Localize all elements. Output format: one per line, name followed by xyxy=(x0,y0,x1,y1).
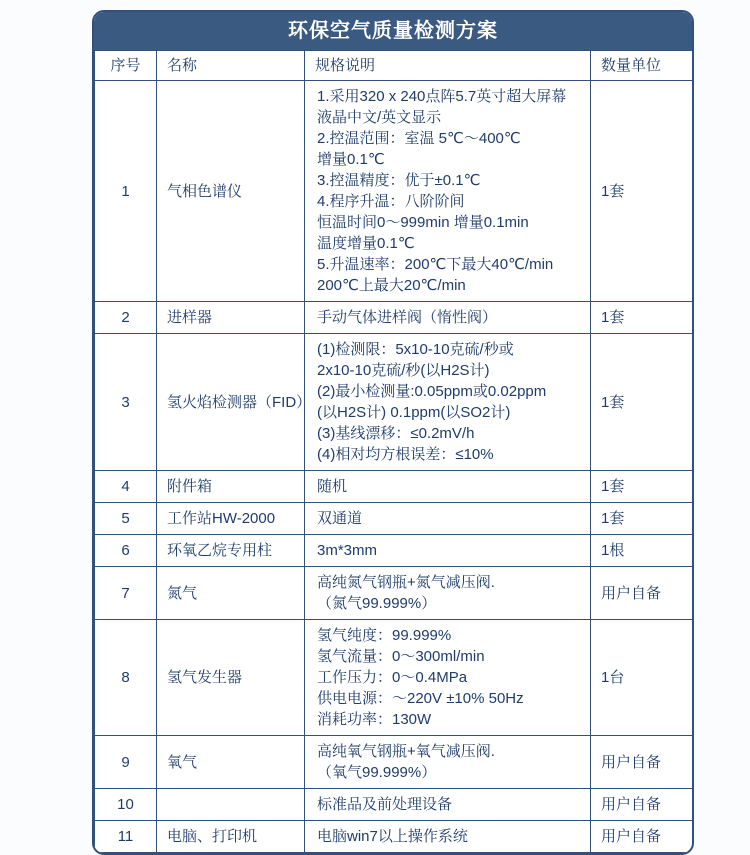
spec-line: 3m*3mm xyxy=(317,542,378,559)
spec-line: （氮气99.999%） xyxy=(317,595,437,612)
row-qty: 用户自备 xyxy=(591,789,695,821)
spec-line: 随机 xyxy=(317,478,348,495)
spec-line: 5.升温速率：200℃下最大40℃/min xyxy=(317,256,554,273)
row-spec xyxy=(305,821,591,853)
spec-line: （氧气99.999%） xyxy=(317,764,437,781)
spec-table xyxy=(94,50,694,853)
spec-panel xyxy=(92,10,694,855)
row-spec xyxy=(305,81,591,302)
row-name: 氮气 xyxy=(157,567,305,620)
row-spec xyxy=(305,471,591,503)
row-spec xyxy=(305,535,591,567)
row-spec xyxy=(305,567,591,620)
row-qty: 1台 xyxy=(591,620,695,736)
row-qty: 用户自备 xyxy=(591,567,695,620)
row-spec xyxy=(305,503,591,535)
table-row xyxy=(95,471,695,503)
spec-line: 氢气纯度：99.999% xyxy=(317,627,452,644)
row-qty: 用户自备 xyxy=(591,736,695,789)
row-number: 7 xyxy=(95,567,157,620)
row-qty: 1根 xyxy=(591,535,695,567)
row-name: 气相色谱仪 xyxy=(157,81,305,302)
row-number: 9 xyxy=(95,736,157,789)
table-body xyxy=(95,81,695,853)
row-qty: 用户自备 xyxy=(591,821,695,853)
row-name xyxy=(157,789,305,821)
spec-line: 增量0.1℃ xyxy=(317,151,385,168)
row-number: 11 xyxy=(95,821,157,853)
spec-line: 液晶中文/英文显示 xyxy=(317,109,442,126)
header-row xyxy=(95,51,695,81)
spec-line: 200℃上最大20℃/min xyxy=(317,277,466,294)
spec-line: 工作压力：0～0.4MPa xyxy=(317,669,468,686)
spec-line: 温度增量0.1℃ xyxy=(317,235,415,252)
row-name: 环氧乙烷专用柱 xyxy=(157,535,305,567)
table-row xyxy=(95,503,695,535)
table-row xyxy=(95,334,695,471)
row-name: 电脑、打印机 xyxy=(157,821,305,853)
row-spec xyxy=(305,736,591,789)
spec-line: (2)最小检测量:0.05ppm或0.02ppm xyxy=(317,383,547,400)
spec-line: (3)基线漂移：≤0.2mV/h xyxy=(317,425,475,442)
row-qty: 1套 xyxy=(591,334,695,471)
row-qty: 1套 xyxy=(591,302,695,334)
row-number: 3 xyxy=(95,334,157,471)
table-row xyxy=(95,821,695,853)
row-spec xyxy=(305,620,591,736)
column-header-name: 名称 xyxy=(157,51,305,81)
spec-line: 双通道 xyxy=(317,510,363,527)
column-header-no: 序号 xyxy=(95,51,157,81)
row-name: 氢火焰检测器（FID） xyxy=(157,334,305,471)
row-name: 附件箱 xyxy=(157,471,305,503)
row-qty: 1套 xyxy=(591,471,695,503)
row-qty: 1套 xyxy=(591,81,695,302)
spec-line: 4.程序升温：八阶阶间 xyxy=(317,193,465,210)
row-number: 2 xyxy=(95,302,157,334)
spec-line: 标准品及前处理设备 xyxy=(317,796,453,813)
column-header-spec: 规格说明 xyxy=(305,51,591,81)
row-qty: 1套 xyxy=(591,503,695,535)
row-spec xyxy=(305,334,591,471)
spec-line: 1.采用320 x 240点阵5.7英寸超大屏幕 xyxy=(317,88,567,105)
row-number: 6 xyxy=(95,535,157,567)
spec-line: (1)检测限：5x10-10克硫/秒或 xyxy=(317,341,514,358)
row-name: 氢气发生器 xyxy=(157,620,305,736)
row-number: 4 xyxy=(95,471,157,503)
table-row xyxy=(95,535,695,567)
row-number: 8 xyxy=(95,620,157,736)
column-header-qty: 数量单位 xyxy=(591,51,695,81)
spec-line: 2x10-10克硫/秒(以H2S计) xyxy=(317,362,490,379)
table-row xyxy=(95,620,695,736)
spec-line: 供电电源：～220V ±10% 50Hz xyxy=(317,690,524,707)
spec-line: 电脑win7以上操作系统 xyxy=(317,828,468,845)
table-row xyxy=(95,567,695,620)
spec-line: 3.控温精度：优于±0.1℃ xyxy=(317,172,481,189)
table-row xyxy=(95,789,695,821)
table-row xyxy=(95,302,695,334)
row-name: 进样器 xyxy=(157,302,305,334)
spec-line: (4)相对均方根误差：≤10% xyxy=(317,446,494,463)
table-row xyxy=(95,736,695,789)
spec-line: 氢气流量：0～300ml/min xyxy=(317,648,485,665)
row-spec xyxy=(305,302,591,334)
row-number: 5 xyxy=(95,503,157,535)
spec-line: 恒温时间0～999min 增量0.1min xyxy=(317,214,529,231)
spec-line: 高纯氧气钢瓶+氧气减压阀. xyxy=(317,743,495,760)
spec-line: 手动气体进样阀（惰性阀） xyxy=(317,309,498,326)
row-name: 氧气 xyxy=(157,736,305,789)
spec-line: 高纯氮气钢瓶+氮气减压阀. xyxy=(317,574,495,591)
row-name: 工作站HW-2000 xyxy=(157,503,305,535)
row-number: 1 xyxy=(95,81,157,302)
spec-line: 2.控温范围：室温 5℃～400℃ xyxy=(317,130,521,147)
row-spec xyxy=(305,789,591,821)
row-number: 10 xyxy=(95,789,157,821)
table-row xyxy=(95,81,695,302)
spec-line: 消耗功率：130W xyxy=(317,711,432,728)
page-title: 环保空气质量检测方案 xyxy=(94,12,692,50)
spec-line: (以H2S计) 0.1ppm(以SO2计) xyxy=(317,404,511,421)
